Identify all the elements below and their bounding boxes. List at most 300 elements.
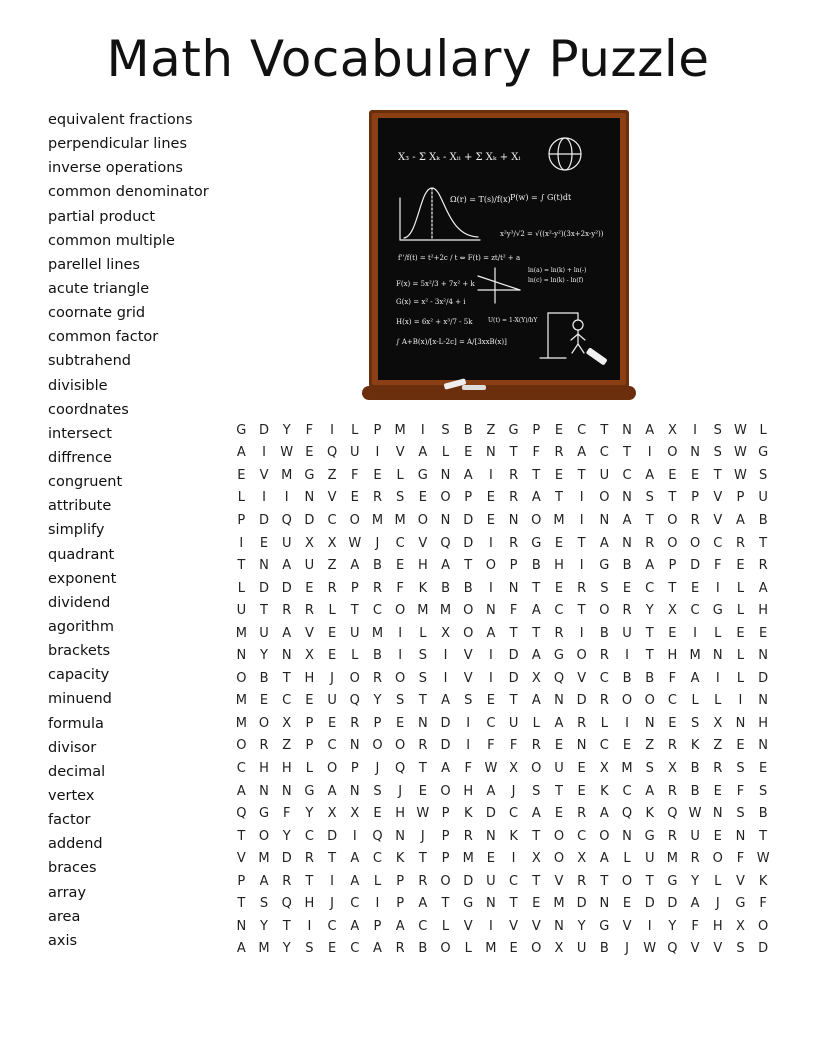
- grid-letter[interactable]: X: [304, 535, 314, 551]
- grid-letter[interactable]: P: [464, 490, 473, 506]
- grid-letter[interactable]: E: [486, 512, 496, 528]
- grid-letter[interactable]: S: [736, 941, 745, 957]
- grid-letter[interactable]: N: [712, 648, 723, 664]
- grid-letter[interactable]: U: [259, 625, 269, 641]
- grid-letter[interactable]: B: [622, 670, 632, 686]
- grid-letter[interactable]: N: [758, 738, 769, 754]
- grid-letter[interactable]: N: [712, 806, 723, 822]
- grid-letter[interactable]: O: [531, 941, 542, 957]
- grid-letter[interactable]: M: [371, 512, 384, 528]
- grid-letter[interactable]: G: [712, 603, 723, 619]
- grid-letter[interactable]: E: [418, 490, 427, 506]
- grid-letter[interactable]: O: [599, 603, 610, 619]
- grid-letter[interactable]: L: [532, 715, 540, 731]
- grid-letter[interactable]: A: [441, 760, 450, 776]
- grid-letter[interactable]: V: [395, 445, 405, 461]
- grid-letter[interactable]: C: [327, 512, 337, 528]
- grid-letter[interactable]: R: [509, 467, 519, 483]
- grid-letter[interactable]: L: [759, 422, 767, 438]
- grid-letter[interactable]: I: [715, 670, 720, 686]
- grid-letter[interactable]: O: [621, 873, 633, 889]
- grid-letter[interactable]: S: [713, 445, 722, 461]
- grid-letter[interactable]: T: [600, 873, 609, 889]
- grid-letter[interactable]: R: [577, 580, 587, 596]
- grid-letter[interactable]: M: [258, 941, 270, 957]
- grid-letter[interactable]: A: [259, 873, 269, 889]
- grid-letter[interactable]: T: [577, 467, 586, 483]
- grid-letter[interactable]: O: [417, 512, 428, 528]
- grid-letter[interactable]: T: [441, 896, 450, 912]
- grid-letter[interactable]: V: [736, 873, 745, 889]
- grid-letter[interactable]: H: [554, 558, 564, 574]
- grid-letter[interactable]: G: [531, 535, 542, 551]
- grid-letter[interactable]: L: [714, 873, 722, 889]
- grid-letter[interactable]: L: [736, 603, 745, 619]
- grid-letter[interactable]: X: [667, 760, 677, 776]
- grid-letter[interactable]: D: [576, 896, 587, 912]
- grid-letter[interactable]: R: [418, 873, 428, 889]
- grid-letter[interactable]: U: [622, 625, 632, 641]
- grid-letter[interactable]: I: [488, 580, 493, 596]
- grid-letter[interactable]: U: [508, 715, 519, 731]
- grid-letter[interactable]: X: [509, 760, 519, 776]
- grid-letter[interactable]: O: [395, 670, 406, 686]
- grid-letter[interactable]: D: [259, 580, 270, 596]
- grid-letter[interactable]: E: [327, 715, 337, 731]
- grid-letter[interactable]: R: [645, 535, 655, 551]
- grid-letter[interactable]: A: [645, 422, 655, 438]
- grid-letter[interactable]: R: [622, 603, 632, 619]
- grid-letter[interactable]: Q: [667, 806, 678, 822]
- grid-letter[interactable]: L: [237, 580, 245, 596]
- grid-letter[interactable]: T: [532, 580, 541, 596]
- grid-letter[interactable]: T: [532, 828, 541, 844]
- grid-letter[interactable]: W: [734, 467, 747, 483]
- grid-letter[interactable]: K: [509, 828, 518, 844]
- grid-letter[interactable]: D: [440, 715, 451, 731]
- grid-letter[interactable]: K: [600, 783, 609, 799]
- grid-letter[interactable]: W: [734, 422, 747, 438]
- grid-letter[interactable]: V: [463, 918, 473, 934]
- grid-letter[interactable]: P: [305, 738, 314, 754]
- grid-letter[interactable]: E: [759, 760, 768, 776]
- grid-letter[interactable]: D: [758, 941, 769, 957]
- grid-letter[interactable]: H: [281, 760, 292, 776]
- grid-letter[interactable]: E: [259, 693, 269, 709]
- grid-letter[interactable]: M: [258, 851, 270, 867]
- grid-letter[interactable]: H: [758, 715, 769, 731]
- grid-letter[interactable]: S: [418, 648, 427, 664]
- grid-letter[interactable]: A: [282, 558, 292, 574]
- grid-letter[interactable]: R: [667, 828, 677, 844]
- grid-letter[interactable]: Z: [713, 738, 723, 754]
- grid-letter[interactable]: N: [486, 603, 496, 619]
- grid-letter[interactable]: S: [736, 760, 745, 776]
- grid-letter[interactable]: E: [327, 648, 337, 664]
- grid-letter[interactable]: P: [441, 851, 450, 867]
- grid-letter[interactable]: C: [395, 535, 405, 551]
- grid-letter[interactable]: Z: [282, 738, 292, 754]
- grid-letter[interactable]: H: [304, 896, 315, 912]
- grid-letter[interactable]: M: [417, 603, 429, 619]
- grid-letter[interactable]: I: [647, 445, 652, 461]
- grid-letter[interactable]: N: [486, 896, 496, 912]
- grid-letter[interactable]: B: [463, 422, 473, 438]
- grid-letter[interactable]: A: [486, 625, 496, 641]
- grid-letter[interactable]: C: [599, 738, 609, 754]
- grid-letter[interactable]: U: [644, 851, 655, 867]
- grid-letter[interactable]: S: [418, 670, 427, 686]
- grid-letter[interactable]: S: [259, 896, 269, 912]
- grid-letter[interactable]: Z: [327, 558, 337, 574]
- grid-letter[interactable]: U: [304, 558, 315, 574]
- grid-letter[interactable]: A: [690, 670, 700, 686]
- grid-letter[interactable]: I: [738, 693, 743, 709]
- grid-letter[interactable]: V: [531, 918, 541, 934]
- grid-letter[interactable]: E: [736, 558, 745, 574]
- grid-letter[interactable]: L: [351, 648, 359, 664]
- grid-letter[interactable]: I: [488, 648, 493, 664]
- grid-letter[interactable]: U: [236, 603, 247, 619]
- grid-letter[interactable]: D: [576, 693, 587, 709]
- grid-letter[interactable]: D: [508, 670, 519, 686]
- grid-letter[interactable]: O: [236, 738, 247, 754]
- grid-letter[interactable]: E: [373, 467, 382, 483]
- grid-letter[interactable]: D: [463, 873, 474, 889]
- grid-letter[interactable]: J: [420, 828, 425, 844]
- grid-letter[interactable]: E: [259, 535, 269, 551]
- grid-letter[interactable]: A: [395, 918, 405, 934]
- grid-letter[interactable]: O: [440, 490, 451, 506]
- grid-letter[interactable]: Q: [395, 760, 406, 776]
- grid-letter[interactable]: F: [509, 738, 518, 754]
- grid-letter[interactable]: H: [463, 783, 474, 799]
- grid-letter[interactable]: D: [508, 648, 519, 664]
- grid-letter[interactable]: T: [668, 490, 677, 506]
- grid-letter[interactable]: X: [327, 806, 337, 822]
- grid-letter[interactable]: T: [623, 445, 631, 461]
- grid-letter[interactable]: B: [599, 941, 609, 957]
- grid-letter[interactable]: C: [713, 535, 723, 551]
- grid-letter[interactable]: I: [579, 490, 584, 506]
- grid-letter[interactable]: N: [622, 828, 632, 844]
- grid-letter[interactable]: I: [511, 851, 516, 867]
- grid-letter[interactable]: O: [258, 828, 270, 844]
- grid-letter[interactable]: E: [327, 625, 337, 641]
- grid-letter[interactable]: R: [418, 738, 428, 754]
- grid-letter[interactable]: Q: [667, 941, 678, 957]
- grid-letter[interactable]: Q: [621, 806, 633, 822]
- grid-letter[interactable]: H: [667, 648, 678, 664]
- grid-letter[interactable]: T: [509, 896, 518, 912]
- grid-letter[interactable]: I: [262, 445, 266, 461]
- grid-letter[interactable]: R: [509, 490, 519, 506]
- grid-letter[interactable]: I: [352, 828, 357, 844]
- grid-letter[interactable]: O: [531, 512, 542, 528]
- grid-letter[interactable]: L: [441, 918, 450, 934]
- grid-letter[interactable]: O: [395, 603, 406, 619]
- grid-letter[interactable]: D: [758, 670, 769, 686]
- grid-letter[interactable]: Q: [349, 693, 360, 709]
- grid-letter[interactable]: T: [532, 873, 541, 889]
- grid-letter[interactable]: P: [373, 918, 382, 934]
- grid-letter[interactable]: S: [645, 490, 654, 506]
- grid-letter[interactable]: X: [327, 535, 337, 551]
- grid-letter[interactable]: I: [375, 896, 380, 912]
- grid-letter[interactable]: F: [509, 603, 518, 619]
- grid-letter[interactable]: X: [531, 670, 541, 686]
- grid-letter[interactable]: V: [713, 512, 723, 528]
- grid-letter[interactable]: Y: [645, 603, 654, 619]
- grid-letter[interactable]: S: [759, 783, 768, 799]
- grid-letter[interactable]: A: [531, 603, 541, 619]
- grid-letter[interactable]: A: [350, 851, 360, 867]
- grid-letter[interactable]: J: [625, 941, 629, 957]
- grid-letter[interactable]: N: [349, 783, 360, 799]
- grid-letter[interactable]: J: [375, 760, 380, 776]
- grid-letter[interactable]: C: [304, 828, 314, 844]
- grid-letter[interactable]: R: [599, 648, 609, 664]
- grid-letter[interactable]: F: [487, 738, 495, 754]
- grid-letter[interactable]: B: [622, 558, 632, 574]
- grid-letter[interactable]: I: [715, 580, 720, 596]
- grid-letter[interactable]: I: [579, 512, 584, 528]
- grid-letter[interactable]: Y: [373, 693, 382, 709]
- grid-letter[interactable]: I: [284, 490, 289, 506]
- grid-letter[interactable]: A: [373, 941, 382, 957]
- grid-letter[interactable]: I: [443, 670, 448, 686]
- grid-letter[interactable]: T: [645, 512, 654, 528]
- grid-letter[interactable]: O: [644, 693, 655, 709]
- grid-letter[interactable]: A: [690, 896, 700, 912]
- grid-letter[interactable]: O: [531, 760, 542, 776]
- grid-letter[interactable]: C: [350, 941, 360, 957]
- grid-letter[interactable]: X: [736, 918, 745, 934]
- grid-letter[interactable]: O: [599, 828, 610, 844]
- grid-letter[interactable]: N: [486, 828, 496, 844]
- grid-letter[interactable]: M: [235, 715, 247, 731]
- grid-letter[interactable]: A: [418, 896, 428, 912]
- grid-letter[interactable]: D: [485, 806, 496, 822]
- grid-letter[interactable]: S: [736, 806, 745, 822]
- grid-letter[interactable]: I: [330, 873, 335, 889]
- grid-letter[interactable]: Y: [282, 828, 291, 844]
- grid-letter[interactable]: A: [350, 873, 360, 889]
- grid-letter[interactable]: T: [282, 918, 291, 934]
- grid-letter[interactable]: T: [328, 851, 337, 867]
- grid-letter[interactable]: Y: [282, 422, 291, 438]
- grid-letter[interactable]: N: [281, 648, 292, 664]
- grid-letter[interactable]: A: [758, 580, 768, 596]
- grid-letter[interactable]: G: [735, 896, 746, 912]
- grid-letter[interactable]: Y: [691, 873, 700, 889]
- grid-letter[interactable]: K: [758, 873, 768, 889]
- grid-letter[interactable]: L: [736, 580, 745, 596]
- grid-letter[interactable]: D: [463, 512, 474, 528]
- grid-letter[interactable]: X: [577, 851, 587, 867]
- grid-letter[interactable]: R: [282, 603, 292, 619]
- grid-letter[interactable]: A: [599, 535, 609, 551]
- grid-letter[interactable]: R: [667, 738, 677, 754]
- grid-letter[interactable]: F: [464, 760, 472, 776]
- grid-letter[interactable]: E: [486, 490, 496, 506]
- grid-letter[interactable]: B: [758, 806, 768, 822]
- grid-letter[interactable]: T: [645, 625, 654, 641]
- grid-letter[interactable]: S: [441, 422, 450, 438]
- grid-letter[interactable]: C: [622, 783, 632, 799]
- grid-letter[interactable]: E: [554, 738, 564, 754]
- grid-letter[interactable]: O: [553, 828, 565, 844]
- grid-letter[interactable]: N: [622, 490, 632, 506]
- grid-letter[interactable]: Q: [440, 535, 451, 551]
- grid-letter[interactable]: N: [554, 918, 564, 934]
- grid-letter[interactable]: A: [531, 806, 541, 822]
- grid-letter[interactable]: O: [395, 738, 406, 754]
- grid-letter[interactable]: K: [463, 806, 473, 822]
- grid-letter[interactable]: E: [532, 896, 541, 912]
- grid-letter[interactable]: A: [622, 512, 632, 528]
- grid-letter[interactable]: N: [599, 512, 610, 528]
- grid-letter[interactable]: C: [418, 918, 428, 934]
- grid-letter[interactable]: Y: [260, 648, 268, 664]
- grid-letter[interactable]: R: [304, 851, 314, 867]
- grid-letter[interactable]: Y: [577, 918, 586, 934]
- grid-letter[interactable]: V: [418, 535, 428, 551]
- grid-letter[interactable]: F: [714, 558, 722, 574]
- grid-letter[interactable]: R: [395, 941, 405, 957]
- grid-letter[interactable]: E: [554, 535, 564, 551]
- grid-letter[interactable]: P: [441, 828, 450, 844]
- grid-letter[interactable]: P: [532, 422, 541, 438]
- grid-letter[interactable]: A: [350, 558, 360, 574]
- grid-letter[interactable]: C: [645, 580, 655, 596]
- grid-letter[interactable]: J: [715, 896, 720, 912]
- grid-letter[interactable]: T: [600, 422, 609, 438]
- grid-letter[interactable]: E: [690, 467, 700, 483]
- grid-letter[interactable]: V: [236, 851, 246, 867]
- grid-letter[interactable]: T: [577, 535, 586, 551]
- grid-letter[interactable]: E: [736, 625, 745, 641]
- grid-letter[interactable]: A: [236, 445, 246, 461]
- grid-letter[interactable]: E: [305, 693, 314, 709]
- grid-letter[interactable]: E: [305, 445, 314, 461]
- grid-letter[interactable]: E: [509, 941, 518, 957]
- grid-letter[interactable]: G: [599, 918, 610, 934]
- grid-letter[interactable]: L: [600, 715, 608, 731]
- grid-letter[interactable]: O: [667, 512, 678, 528]
- grid-letter[interactable]: B: [599, 625, 609, 641]
- grid-letter[interactable]: U: [758, 490, 768, 506]
- grid-letter[interactable]: C: [554, 603, 564, 619]
- grid-letter[interactable]: W: [416, 806, 430, 822]
- grid-letter[interactable]: T: [237, 558, 246, 574]
- grid-letter[interactable]: I: [398, 648, 403, 664]
- grid-letter[interactable]: Z: [645, 738, 655, 754]
- grid-letter[interactable]: O: [236, 670, 247, 686]
- grid-letter[interactable]: I: [420, 422, 425, 438]
- grid-letter[interactable]: L: [691, 693, 699, 709]
- grid-letter[interactable]: L: [328, 603, 336, 619]
- grid-letter[interactable]: X: [713, 715, 723, 731]
- grid-letter[interactable]: V: [509, 918, 519, 934]
- grid-letter[interactable]: D: [259, 512, 270, 528]
- grid-letter[interactable]: P: [373, 422, 382, 438]
- grid-letter[interactable]: D: [690, 558, 701, 574]
- grid-letter[interactable]: A: [441, 558, 450, 574]
- grid-letter[interactable]: Q: [553, 670, 565, 686]
- grid-letter[interactable]: U: [554, 760, 564, 776]
- grid-letter[interactable]: H: [417, 558, 428, 574]
- grid-letter[interactable]: E: [622, 896, 632, 912]
- grid-letter[interactable]: X: [282, 715, 292, 731]
- grid-letter[interactable]: N: [440, 467, 451, 483]
- grid-letter[interactable]: C: [599, 445, 609, 461]
- grid-letter[interactable]: M: [553, 512, 565, 528]
- grid-letter[interactable]: O: [712, 851, 723, 867]
- grid-letter[interactable]: U: [350, 625, 360, 641]
- grid-letter[interactable]: E: [668, 715, 677, 731]
- grid-letter[interactable]: V: [713, 490, 723, 506]
- grid-letter[interactable]: N: [622, 535, 632, 551]
- grid-letter[interactable]: T: [350, 603, 359, 619]
- grid-letter[interactable]: N: [576, 738, 587, 754]
- grid-letter[interactable]: U: [690, 828, 700, 844]
- grid-letter[interactable]: N: [304, 490, 315, 506]
- grid-letter[interactable]: C: [372, 603, 382, 619]
- grid-letter[interactable]: J: [398, 783, 403, 799]
- grid-letter[interactable]: M: [371, 625, 384, 641]
- grid-letter[interactable]: U: [599, 467, 610, 483]
- grid-letter[interactable]: N: [349, 738, 360, 754]
- grid-letter[interactable]: E: [577, 783, 586, 799]
- grid-letter[interactable]: X: [554, 941, 564, 957]
- grid-letter[interactable]: A: [531, 490, 541, 506]
- grid-letter[interactable]: F: [691, 918, 699, 934]
- grid-letter[interactable]: O: [440, 873, 451, 889]
- grid-letter[interactable]: T: [713, 467, 722, 483]
- grid-letter[interactable]: Q: [281, 512, 292, 528]
- grid-letter[interactable]: R: [259, 738, 269, 754]
- grid-letter[interactable]: S: [396, 693, 405, 709]
- grid-letter[interactable]: I: [466, 738, 471, 754]
- grid-letter[interactable]: R: [463, 828, 473, 844]
- grid-letter[interactable]: A: [554, 715, 564, 731]
- grid-letter[interactable]: H: [758, 603, 769, 619]
- grid-letter[interactable]: T: [237, 828, 246, 844]
- grid-letter[interactable]: P: [736, 490, 745, 506]
- grid-letter[interactable]: P: [237, 873, 246, 889]
- grid-letter[interactable]: E: [554, 467, 564, 483]
- grid-letter[interactable]: Y: [305, 806, 314, 822]
- grid-letter[interactable]: F: [668, 670, 677, 686]
- grid-letter[interactable]: Z: [327, 467, 337, 483]
- grid-letter[interactable]: B: [531, 558, 541, 574]
- grid-letter[interactable]: F: [351, 467, 359, 483]
- grid-letter[interactable]: L: [419, 625, 427, 641]
- grid-letter[interactable]: Q: [236, 806, 247, 822]
- grid-letter[interactable]: N: [508, 580, 519, 596]
- grid-letter[interactable]: E: [713, 828, 722, 844]
- grid-letter[interactable]: K: [645, 806, 654, 822]
- grid-letter[interactable]: N: [644, 715, 655, 731]
- grid-letter[interactable]: C: [599, 670, 609, 686]
- grid-letter[interactable]: B: [373, 558, 382, 574]
- grid-letter[interactable]: P: [237, 512, 246, 528]
- grid-letter[interactable]: R: [577, 715, 587, 731]
- grid-letter[interactable]: A: [577, 445, 587, 461]
- grid-letter[interactable]: O: [667, 535, 678, 551]
- grid-letter[interactable]: N: [508, 512, 519, 528]
